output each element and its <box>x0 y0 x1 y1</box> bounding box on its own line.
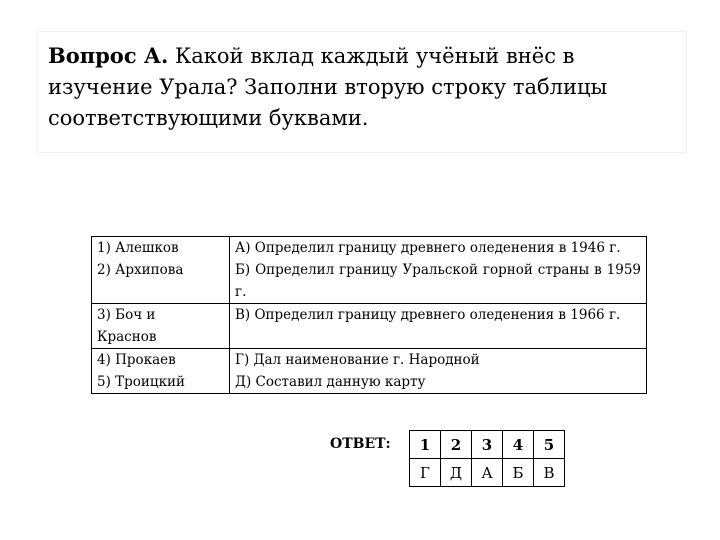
contribution-cell <box>230 304 647 349</box>
answer-letters-row <box>410 459 565 487</box>
answer-numbers-row <box>410 431 565 459</box>
answer-table <box>409 430 565 487</box>
contribution-c: В) Определил границу древнего оледенения в 1966 г. <box>235 307 621 323</box>
question-prefix: Вопрос А. <box>48 43 169 68</box>
answer-letter[interactable]: В <box>534 459 565 487</box>
scientist-cell <box>92 237 230 304</box>
answer-letter[interactable]: Г <box>410 459 441 487</box>
answer-number: 5 <box>534 431 565 459</box>
scientist-4: 4) Прокаев <box>97 352 176 368</box>
table-row <box>92 237 647 304</box>
answer-letter[interactable]: Б <box>503 459 534 487</box>
scientist-cell <box>92 304 230 349</box>
table-row <box>92 349 647 394</box>
contribution-cell <box>230 237 647 304</box>
answer-label: ОТВЕТ: <box>330 436 391 452</box>
table-row <box>92 304 647 349</box>
question-box <box>38 32 686 152</box>
scientist-5: 5) Троицкий <box>97 374 186 390</box>
answer-number: 4 <box>503 431 534 459</box>
contribution-d: Г) Дал наименование г. Народной <box>235 352 480 368</box>
scientist-2: 2) Архипова <box>97 262 184 278</box>
scientist-1: 1) Алешков <box>97 240 179 256</box>
answer-letter[interactable]: А <box>472 459 503 487</box>
question-text: Какой вклад каждый учёный внёс в изучение Урала? Заполни вторую строку таблицы соответствующими буквами. <box>48 44 608 130</box>
answer-number: 3 <box>472 431 503 459</box>
answer-letter[interactable]: Д <box>441 459 472 487</box>
contribution-e: Д) Составил данную карту <box>235 374 426 390</box>
answer-number: 1 <box>410 431 441 459</box>
answer-number: 2 <box>441 431 472 459</box>
scientist-cell <box>92 349 230 394</box>
matching-table <box>91 236 647 394</box>
contribution-cell <box>230 349 647 394</box>
contribution-b: Б) Определил границу Уральской горной страны в 1959 г. <box>235 262 641 300</box>
contribution-a: А) Определил границу древнего оледенения в 1946 г. <box>235 240 621 256</box>
scientist-3: 3) Боч и Краснов <box>97 307 157 345</box>
